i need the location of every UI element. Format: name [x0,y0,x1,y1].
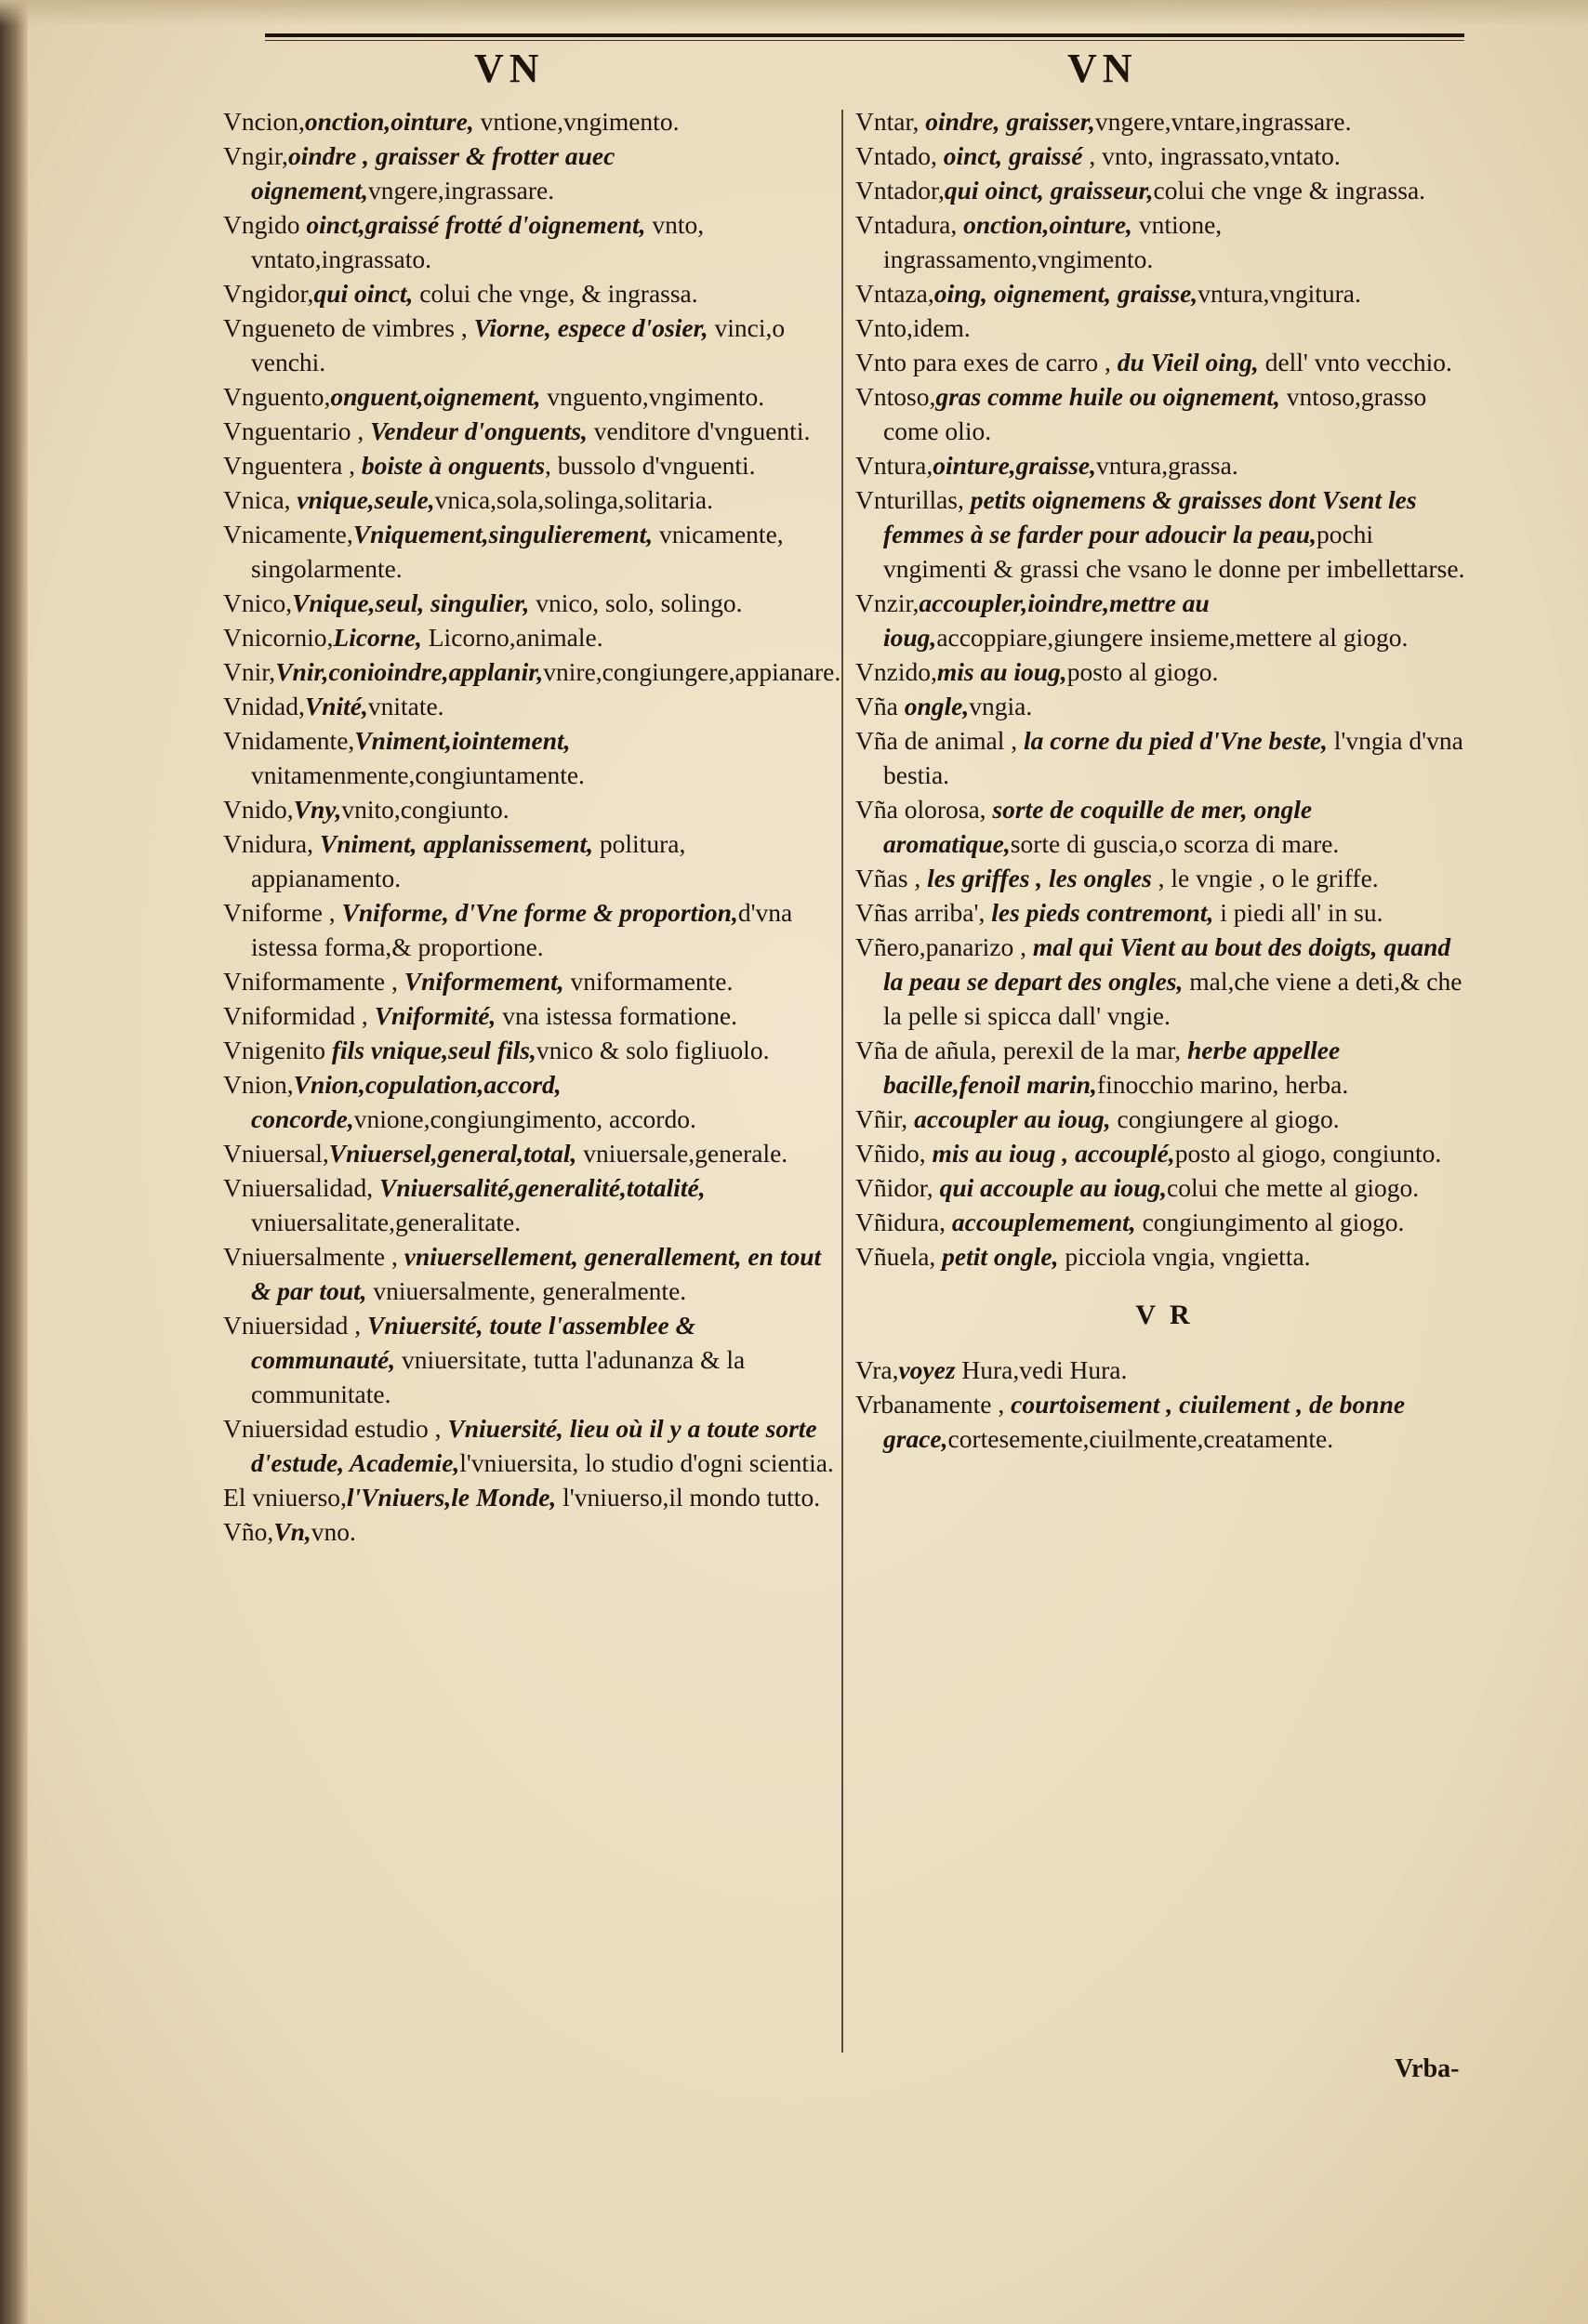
dictionary-entry [223,1514,841,1549]
entry-headword: Vña de añula, perexil de la mar, [855,1036,1188,1064]
entry-italian-gloss: vniuersale,generale. [576,1139,788,1168]
entry-italian-gloss: congiungimento al giogo. [1135,1208,1405,1236]
entry-italian-gloss: vntione, ingrassamento,vngimento. [883,210,1223,273]
dictionary-entry [855,861,1474,895]
entry-french-gloss: la corne du pied d'Vne beste, [1023,726,1328,755]
entry-italian-gloss: idem. [912,313,971,342]
entry-headword: Vniformidad , [223,1001,375,1030]
left-column [223,104,841,1549]
entry-italian-gloss: vno. [311,1517,356,1546]
entry-italian-gloss: dell' vnto vecchio. [1258,348,1452,376]
entry-italian-gloss: vniuersalmente, generalmente. [366,1276,687,1305]
dictionary-entry [855,723,1474,792]
entry-french-gloss: Vniuersalité,generalité,totalité, [379,1173,706,1202]
entry-italian-gloss: sorte di guscia,o scorza di mare. [1010,829,1340,858]
entry-italian-gloss: vniformamente. [563,967,734,996]
entry-italian-gloss: pochi vngimenti & grassi che vsano le donne per imbellettarse. [883,520,1465,583]
dictionary-entry [855,895,1474,930]
entry-french-gloss: Viorne, espece d'osier, [473,313,708,342]
entry-headword: Vntura, [855,451,933,480]
dictionary-entry [223,276,841,310]
dictionary-entry [223,1239,841,1308]
entry-headword: Vnguentera , [223,451,362,480]
entry-italian-gloss: picciola vngia, vngietta. [1058,1242,1311,1271]
entry-french-gloss: Vn, [273,1517,311,1546]
dictionary-entry [855,104,1474,139]
entry-french-gloss: Vniuersel,general,total, [328,1139,577,1168]
dictionary-entry [223,586,841,620]
entry-italian-gloss: Hura,vedi Hura. [955,1355,1128,1384]
dictionary-entry [223,1480,841,1514]
entry-italian-gloss: d'vna istessa forma,& proportione. [251,898,793,961]
dictionary-entry [223,620,841,654]
entry-italian-gloss: vngia. [969,692,1033,720]
entry-italian-gloss: vntura,vngitura. [1198,279,1361,308]
entry-headword: Vñido, [855,1139,933,1168]
entry-headword: Vnidamente, [223,726,355,755]
entry-headword: Vnguento, [223,382,331,411]
entry-french-gloss: vnique,seule, [297,485,435,514]
entry-french-gloss: mis au ioug, [936,657,1067,686]
entry-headword: Vnzir, [855,588,920,617]
entry-french-gloss: accoupler,ioindre,mettre au ioug, [883,588,1210,652]
dictionary-entry [855,586,1474,654]
entry-french-gloss: Licorne, [333,623,422,652]
entry-french-gloss: qui oinct, [313,279,414,308]
entry-headword: Vnicamente, [223,520,353,548]
entry-headword: Vngidor, [223,279,314,308]
dictionary-entry [223,1170,841,1239]
entry-italian-gloss: politura, appianamento. [251,829,686,892]
entry-headword: Vñero,panarizo , [855,932,1033,961]
entry-italian-gloss: vntione,vngimento. [473,107,680,136]
entry-french-gloss: du Vieil oing, [1117,348,1259,376]
running-head-left: VN [474,46,545,91]
entry-headword: Vniuersidad estudio , [223,1414,448,1443]
entry-italian-gloss: colui che vnge, & ingrassa. [413,279,698,308]
entry-french-gloss: gras comme huile ou oignement, [935,382,1280,411]
dictionary-entry [855,689,1474,723]
entry-italian-gloss: vnicamente, singolarmente. [251,520,784,583]
vr-entry-list [855,1353,1474,1456]
entry-french-gloss: les griffes , les ongles [927,864,1152,892]
entry-italian-gloss: vngere,vntare,ingrassare. [1094,107,1352,136]
entry-french-gloss: onction,ointure, [963,210,1132,239]
entry-italian-gloss: vnitamenmente,congiuntamente. [251,760,585,789]
running-head-right: VN [1067,46,1138,91]
entry-french-gloss: accouplemement, [951,1208,1136,1236]
dictionary-entry [223,414,841,448]
entry-italian-gloss: mal,che viene a deti,& che la pelle si spicca dall' vngie. [883,967,1462,1030]
entry-italian-gloss: congiungere al giogo. [1110,1104,1340,1133]
entry-headword: Vña olorosa, [855,795,993,824]
entry-headword: Vño, [223,1517,274,1546]
entry-italian-gloss: , le vngie , o le griffe. [1151,864,1379,892]
entry-italian-gloss: vna istessa formatione. [496,1001,737,1030]
entry-headword: Vniformamente , [223,967,404,996]
entry-headword: Vniuersalmente , [223,1242,404,1271]
dictionary-entry [855,1136,1474,1170]
dictionary-entry [223,723,841,792]
entry-headword: Vngido [223,210,307,239]
entry-french-gloss: Vniformement, [404,967,564,996]
dictionary-entry [855,345,1474,379]
entry-headword: Vntar, [855,107,926,136]
entry-headword: Vnico, [223,588,293,617]
entry-french-gloss: Vnir,conioindre,applanir, [275,657,544,686]
entry-french-gloss: Vniforme, d'Vne forme & proportion, [341,898,738,927]
entry-headword: Vrbanamente , [855,1390,1012,1419]
dictionary-entry [223,1136,841,1170]
right-column [855,104,1474,1456]
entry-italian-gloss: vntura,grassa. [1095,451,1238,480]
entry-italian-gloss: vnto, vntato,ingrassato. [251,210,705,273]
entry-headword: Vnir, [223,657,276,686]
entry-french-gloss: Vniment, applanissement, [319,829,594,858]
dictionary-entry [855,173,1474,207]
entry-headword: Vniforme , [223,898,342,927]
entry-french-gloss: accoupler au ioug, [914,1104,1111,1133]
dictionary-entry [855,792,1474,861]
entry-french-gloss: mal qui Vient au bout des doigts, quand la peau se depart des ongles, [883,932,1451,996]
entry-headword: Vnturillas, [855,485,971,514]
dictionary-entry [855,379,1474,448]
header-rule-thin [265,40,1464,41]
entry-french-gloss: qui accouple au ioug, [939,1173,1168,1202]
entry-italian-gloss: vnica,sola,solinga,solitaria. [434,485,713,514]
entry-french-gloss: ointure,graisse, [933,451,1096,480]
entry-italian-gloss: , bussolo d'vnguenti. [545,451,756,480]
entry-headword: Vnidad, [223,692,305,720]
entry-headword: Vntador, [855,176,945,205]
entry-italian-gloss: vnico & solo figliuolo. [536,1036,770,1064]
entry-italian-gloss: cortesemente,ciuilmente,creatamente. [947,1424,1334,1453]
entry-headword: Vnzido, [855,657,937,686]
right-entry-list [855,104,1474,1274]
column-rule [841,110,843,2053]
dictionary-entry [223,379,841,414]
entry-french-gloss: fils vnique,seul fils, [331,1036,536,1064]
entry-headword: Vñas arriba', [855,898,992,927]
section-heading-vr: V R [1135,1300,1194,1330]
entry-french-gloss: petit ongle, [942,1242,1059,1271]
entry-italian-gloss: l'vniuerso,il mondo tutto. [556,1483,821,1512]
entry-french-gloss: Vniquement,singulierement, [352,520,654,548]
dictionary-entry [855,654,1474,689]
dictionary-entry [855,1353,1474,1387]
dictionary-entry [223,310,841,379]
entry-italian-gloss: vngere,ingrassare. [368,176,555,205]
entry-italian-gloss: posto al giogo. [1066,657,1219,686]
entry-headword: Vnto para exes de carro , [855,348,1118,376]
entry-italian-gloss: , vnto, ingrassato,vntato. [1082,141,1341,170]
entry-french-gloss: Vny, [293,795,342,824]
entry-headword: Vñas , [855,864,928,892]
entry-italian-gloss: venditore d'vnguenti. [587,416,811,445]
page-top-edge [0,0,1588,26]
dictionary-entry [855,310,1474,345]
dictionary-entry [855,448,1474,482]
dictionary-entry [223,792,841,826]
entry-italian-gloss: colui che mette al giogo. [1167,1173,1420,1202]
dictionary-entry [223,964,841,998]
entry-french-gloss: Vniuersité, toute l'assemblee & communauté, [251,1311,695,1374]
entry-italian-gloss: colui che vnge & ingrassa. [1153,176,1426,205]
entry-headword: Vñidura, [855,1208,952,1236]
entry-headword: Vntadura, [855,210,964,239]
entry-headword: Vnigenito [223,1036,332,1064]
entry-french-gloss: sorte de coquille de mer, ongle aromatique, [883,795,1313,858]
entry-headword: Vñir, [855,1104,915,1133]
entry-french-gloss: voyez [898,1355,956,1384]
entry-italian-gloss: vniuersitate, tutta l'adunanza & la communitate. [251,1345,746,1408]
entry-headword: Vngueneto de vimbres , [223,313,474,342]
entry-french-gloss: qui oinct, graisseur, [944,176,1154,205]
dictionary-entry [223,448,841,482]
entry-french-gloss: Vnité, [304,692,368,720]
entry-headword: Vncion, [223,107,305,136]
header-rule [265,33,1464,37]
entry-headword: Vngir, [223,141,288,170]
dictionary-entry [223,139,841,207]
entry-headword: El vniuerso, [223,1483,347,1512]
entry-french-gloss: onguent,oignement, [330,382,541,411]
entry-french-gloss: Vniformité, [374,1001,496,1030]
dictionary-entry [223,998,841,1033]
entry-headword: Vniuersidad , [223,1311,368,1340]
entry-french-gloss: oinct, graissé [943,141,1083,170]
entry-french-gloss: mis au ioug , accouplé, [932,1139,1175,1168]
entry-italian-gloss: posto al giogo, congiunto. [1174,1139,1442,1168]
entry-headword: Vnicornio, [223,623,334,652]
entry-italian-gloss: vnire,congiungere,appianare. [543,657,841,686]
entry-headword: Vntado, [855,141,944,170]
entry-french-gloss: l'Vniuers,le Monde, [346,1483,557,1512]
entry-french-gloss: oindre , graisser & frotter auec oignement, [251,141,615,205]
entry-french-gloss: Vniment,iointement, [354,726,571,755]
entry-italian-gloss: vnico, solo, solingo. [529,588,743,617]
book-spine [0,0,28,2324]
dictionary-entry [855,1170,1474,1205]
entry-french-gloss: Vnion,copulation,accord, concorde, [251,1070,562,1133]
entry-italian-gloss: vnguento,vngimento. [540,382,765,411]
dictionary-entry [223,1067,841,1136]
entry-italian-gloss: vnito,congiunto. [341,795,509,824]
dictionary-entry [855,1033,1474,1102]
dictionary-entry [223,482,841,517]
dictionary-entry [223,104,841,139]
entry-french-gloss: oinct,graissé frotté d'oignement, [306,210,646,239]
entry-headword: Vniuersalidad, [223,1173,380,1202]
entry-italian-gloss: finocchio marino, herba. [1096,1070,1349,1099]
entry-french-gloss: boiste à onguents [361,451,546,480]
entry-italian-gloss: vnitate. [367,692,444,720]
entry-headword: Vña de animal , [855,726,1024,755]
entry-headword: Vnido, [223,795,294,824]
dictionary-entry [855,139,1474,173]
entry-french-gloss: onction,ointure, [304,107,474,136]
entry-french-gloss: ongle, [904,692,970,720]
dictionary-entry [223,1411,841,1480]
entry-italian-gloss: accoppiare,giungere insieme,mettere al giogo. [936,623,1409,652]
dictionary-entry [223,517,841,586]
dictionary-entry [223,1033,841,1067]
dictionary-entry [855,1239,1474,1274]
dictionary-entry [223,826,841,895]
dictionary-entry [855,1205,1474,1239]
entry-italian-gloss: vniuersalitate,generalitate. [251,1208,522,1236]
dictionary-entry [223,689,841,723]
entry-headword: Vniuersal, [223,1139,329,1168]
dictionary-entry [855,207,1474,276]
dictionary-entry [855,930,1474,1033]
entry-italian-gloss: vnione,congiungimento, accordo. [353,1104,696,1133]
entry-headword: Vñuela, [855,1242,943,1271]
entry-headword: Vnion, [223,1070,294,1099]
entry-french-gloss: courtoisement , ciuilement , de bonne grace, [883,1390,1406,1453]
entry-french-gloss: herbe appellee bacille,fenoil marin, [883,1036,1341,1099]
entry-french-gloss: les pieds contremont, [991,898,1214,927]
entry-headword: Vnidura, [223,829,320,858]
entry-headword: Vntaza, [855,279,934,308]
dictionary-entry [223,207,841,276]
entry-headword: Vnto, [855,313,913,342]
dictionary-entry [223,1308,841,1411]
entry-headword: Vña [855,692,905,720]
entry-headword: Vnguentario , [223,416,371,445]
dictionary-entry [855,482,1474,586]
dictionary-entry [855,1387,1474,1456]
entry-italian-gloss: vntoso,grasso come olio. [883,382,1427,445]
entry-french-gloss: Vnique,seul, singulier, [292,588,530,617]
entry-french-gloss: petits oignemens & graisses dont Vsent les femmes à se farder pour adoucir la peau, [883,485,1417,548]
entry-french-gloss: oindre, graisser, [925,107,1095,136]
catchword: Vrba- [1395,2054,1460,2083]
entry-french-gloss: oing, oignement, graisse, [933,279,1198,308]
entry-italian-gloss: vinci,o venchi. [251,313,786,376]
entry-headword: Vntoso, [855,382,936,411]
entry-french-gloss: Vniuersité, lieu où il y a toute sorte d'estude, Academie, [251,1414,817,1477]
entry-french-gloss: Vendeur d'onguents, [370,416,588,445]
entry-headword: Vnica, [223,485,298,514]
dictionary-entry [223,654,841,689]
entry-italian-gloss: Licorno,animale. [421,623,603,652]
entry-italian-gloss: l'vniuersita, lo studio d'ogni scientia. [459,1448,834,1477]
entry-headword: Vra, [855,1355,899,1384]
dictionary-entry [223,895,841,964]
entry-headword: Vñidor, [855,1173,940,1202]
dictionary-entry [855,1102,1474,1136]
dictionary-entry [855,276,1474,310]
entry-italian-gloss: i piedi all' in su. [1213,898,1383,927]
entry-french-gloss: vniuersellement, generallement, en tout & par tout, [251,1242,822,1305]
entry-italian-gloss: l'vngia d'vna bestia. [883,726,1463,789]
